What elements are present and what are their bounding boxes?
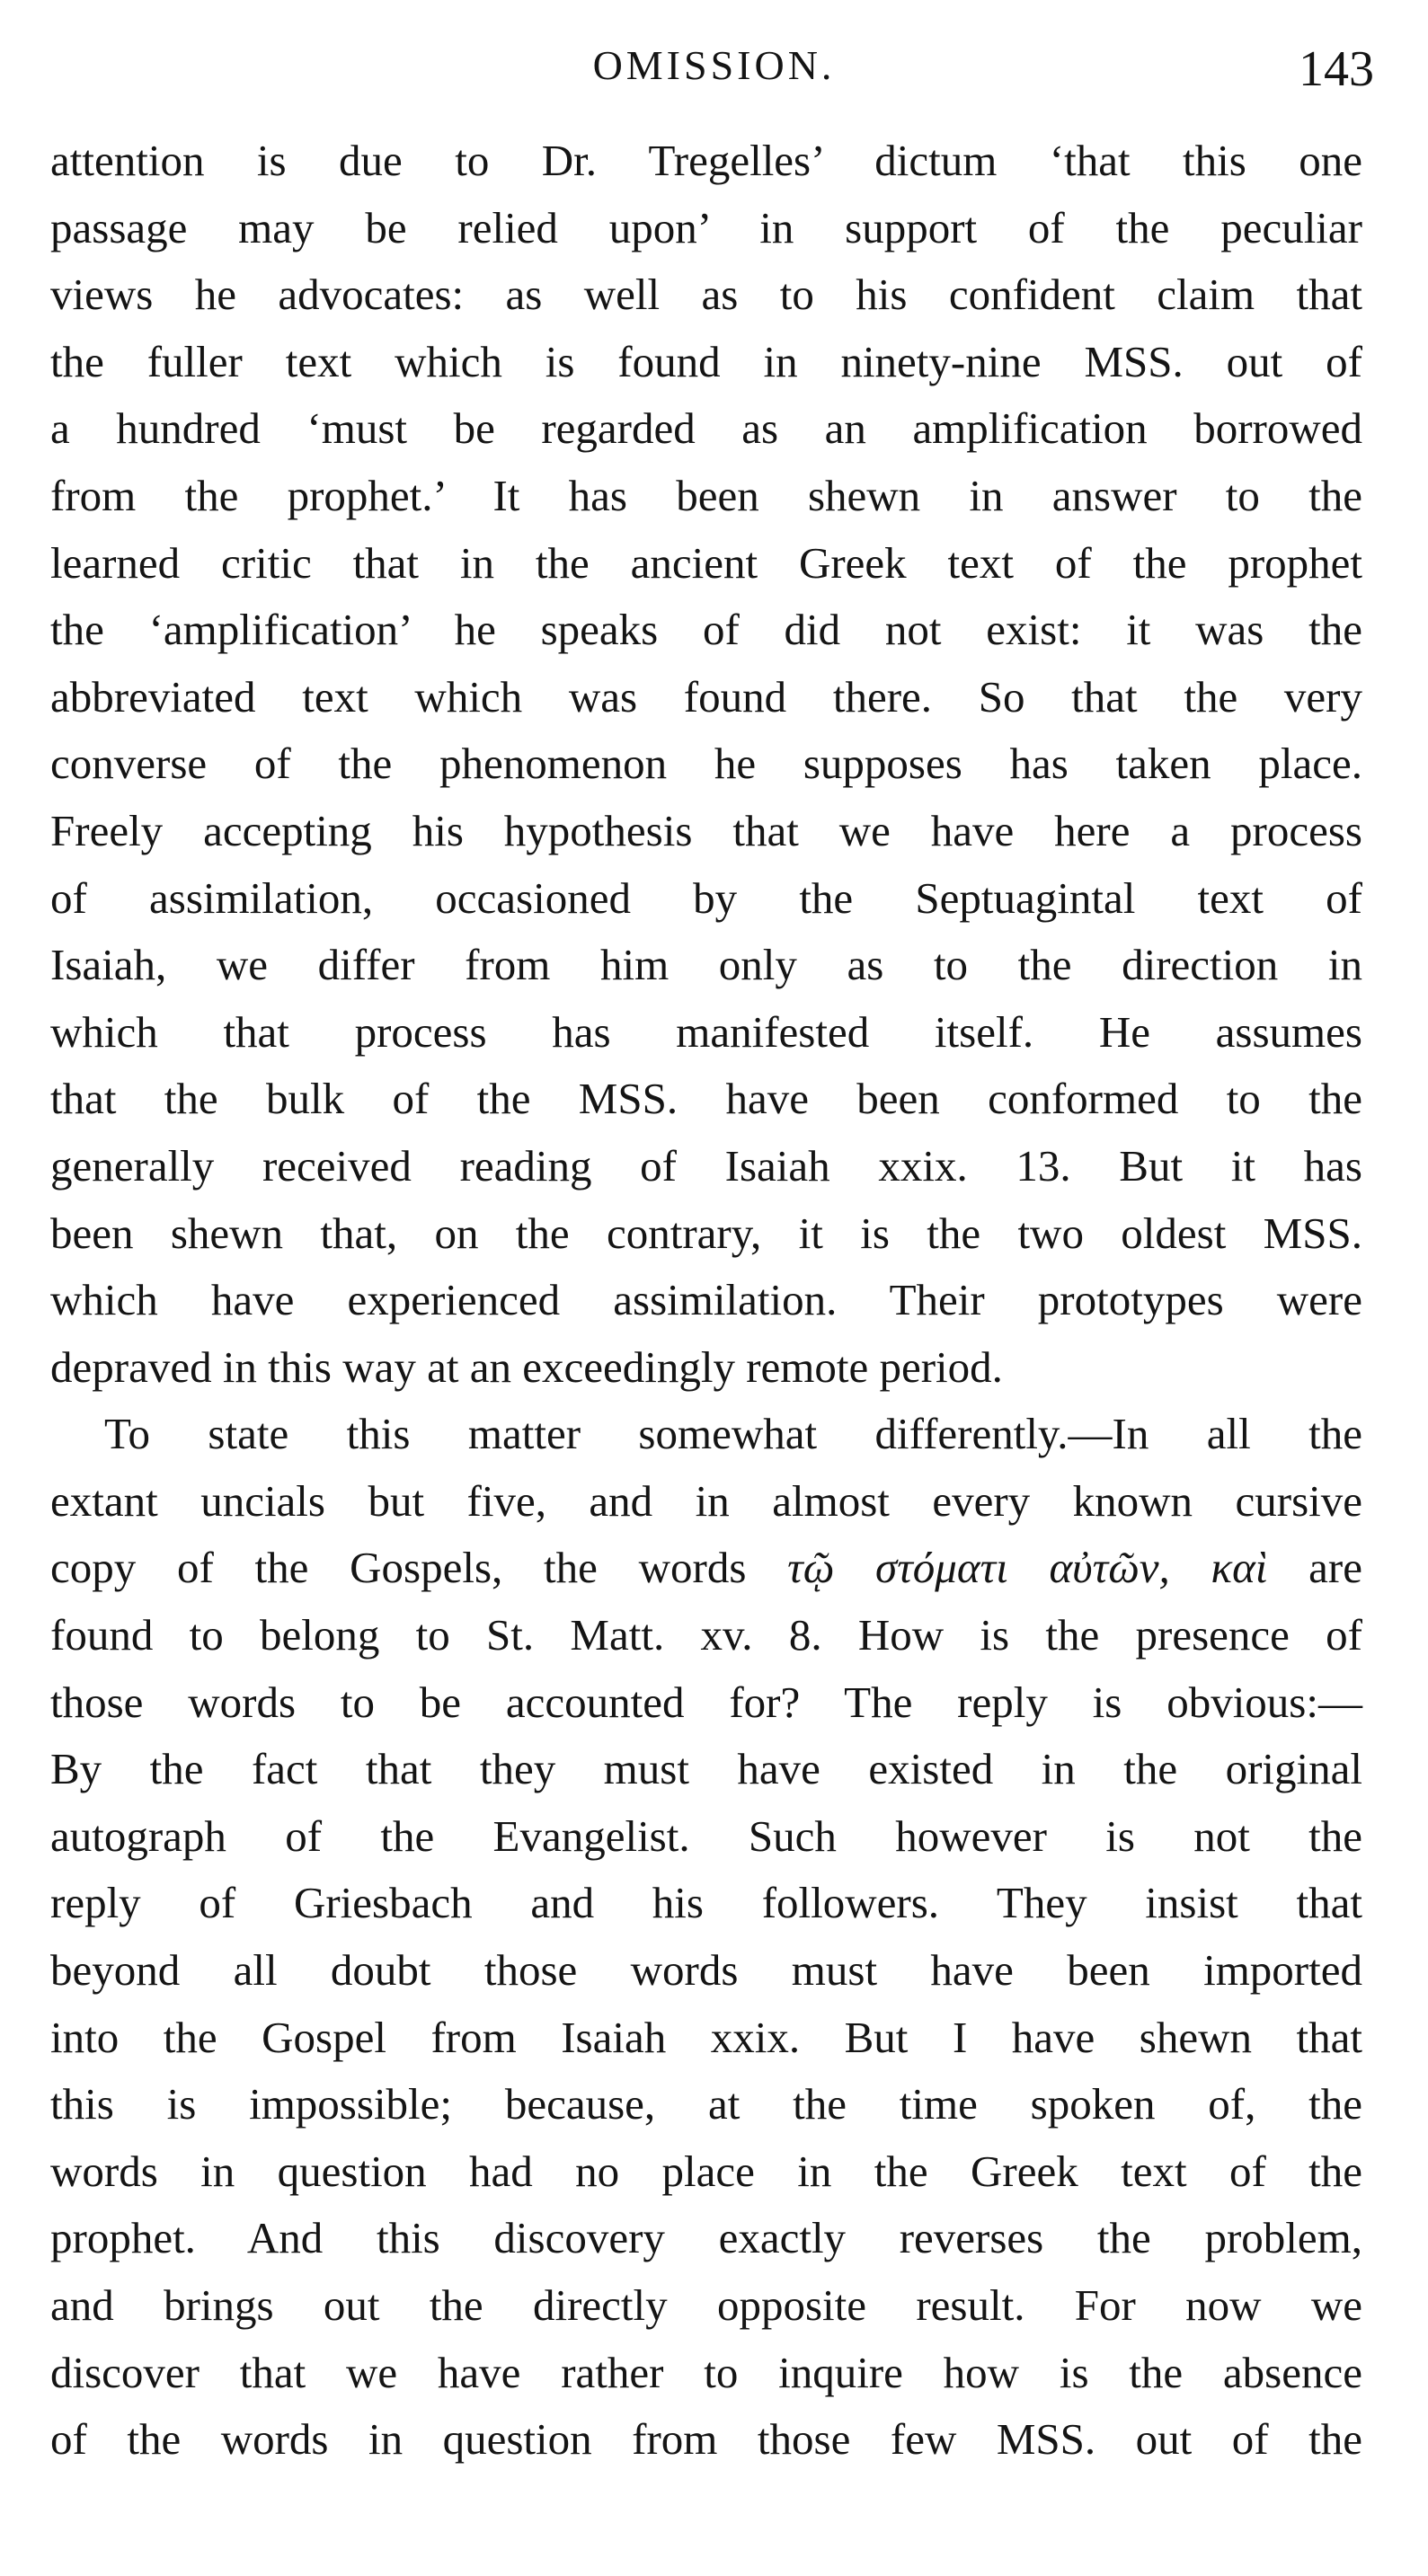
text-line: that the bulk of the MSS. have been conformed to the	[50, 1074, 1362, 1124]
text-line: from the prophet.’ It has been shewn in answer to the	[50, 470, 1362, 520]
running-title: OMISSION.	[592, 42, 836, 88]
text-line: passage may be relied upon’ in support of the peculiar	[50, 202, 1362, 252]
page-number: 143	[1299, 41, 1374, 97]
text-line: attention is due to Dr. Tregelles’ dictum ‘that this one	[50, 136, 1362, 185]
text-line: converse of the phenomenon he supposes has taken place.	[50, 739, 1362, 789]
line-text-after: are	[1267, 1543, 1362, 1593]
text-line: which that process has manifested itself. He assumes	[50, 1006, 1362, 1057]
text-line: reply of Griesbach and his followers. They insist that	[50, 1878, 1362, 1928]
greek-phrase: τῷ στόματι αὐτῶν, καὶ	[787, 1543, 1268, 1593]
text-line: into the Gospel from Isaiah xxix. But I have shewn that	[50, 2012, 1362, 2062]
text-line: words in question had no place in the Greek text of the	[50, 2146, 1362, 2196]
text-line: of the words in question from those few MSS. out of the	[50, 2414, 1362, 2465]
text-line: beyond all doubt those words must have been imported	[50, 1945, 1362, 1996]
text-line: which have experienced assimilation. Their prototypes were	[50, 1275, 1362, 1325]
running-head	[0, 34, 1428, 97]
text-line: the ‘amplification’ he speaks of did not exist: it was the	[50, 605, 1362, 655]
line-text-before: copy of the Gospels, the words	[50, 1543, 788, 1593]
text-line: views he advocates: as well as to his confident claim that	[50, 270, 1362, 320]
text-line: the fuller text which is found in ninety-nine MSS. out of	[50, 336, 1362, 386]
text-line: a hundred ‘must be regarded as an amplification borrowed	[50, 403, 1362, 454]
text-line: this is impossible; because, at the time spoken of, the	[50, 2079, 1362, 2129]
text-line: prophet. And this discovery exactly reverses the problem,	[50, 2213, 1362, 2263]
text-line: Freely accepting his hypothesis that we have here a process	[50, 805, 1362, 855]
paragraph-end-line: depraved in this way at an exceedingly remote period.	[50, 1341, 1003, 1392]
text-line: learned critic that in the ancient Greek text of the prophet	[50, 537, 1362, 588]
text-line: Isaiah, we differ from him only as to the direction in	[50, 940, 1362, 990]
text-line: By the fact that they must have existed in the original	[50, 1744, 1362, 1794]
body-text	[50, 128, 1362, 2474]
text-line: discover that we have rather to inquire how is the absence	[50, 2347, 1362, 2397]
text-line: and brings out the directly opposite result. For now we	[50, 2280, 1362, 2330]
paragraph-start-line: To state this matter somewhat differently.—In all the	[104, 1409, 1362, 1459]
text-line: found to belong to St. Matt. xv. 8. How is the presence of	[50, 1610, 1362, 1660]
text-line: of assimilation, occasioned by the Septuagintal text of	[50, 872, 1362, 923]
text-line: extant uncials but five, and in almost every known cursive	[50, 1475, 1362, 1526]
text-line: those words to be accounted for? The reply is obvious:—	[50, 1677, 1362, 1727]
text-line: been shewn that, on the contrary, it is the two oldest MSS.	[50, 1208, 1362, 1258]
text-line: generally received reading of Isaiah xxix. 13. But it has	[50, 1140, 1362, 1191]
text-line: abbreviated text which was found there. So that the very	[50, 671, 1362, 721]
text-line-with-greek	[50, 1535, 1362, 1602]
text-line: autograph of the Evangelist. Such however is not the	[50, 1810, 1362, 1861]
